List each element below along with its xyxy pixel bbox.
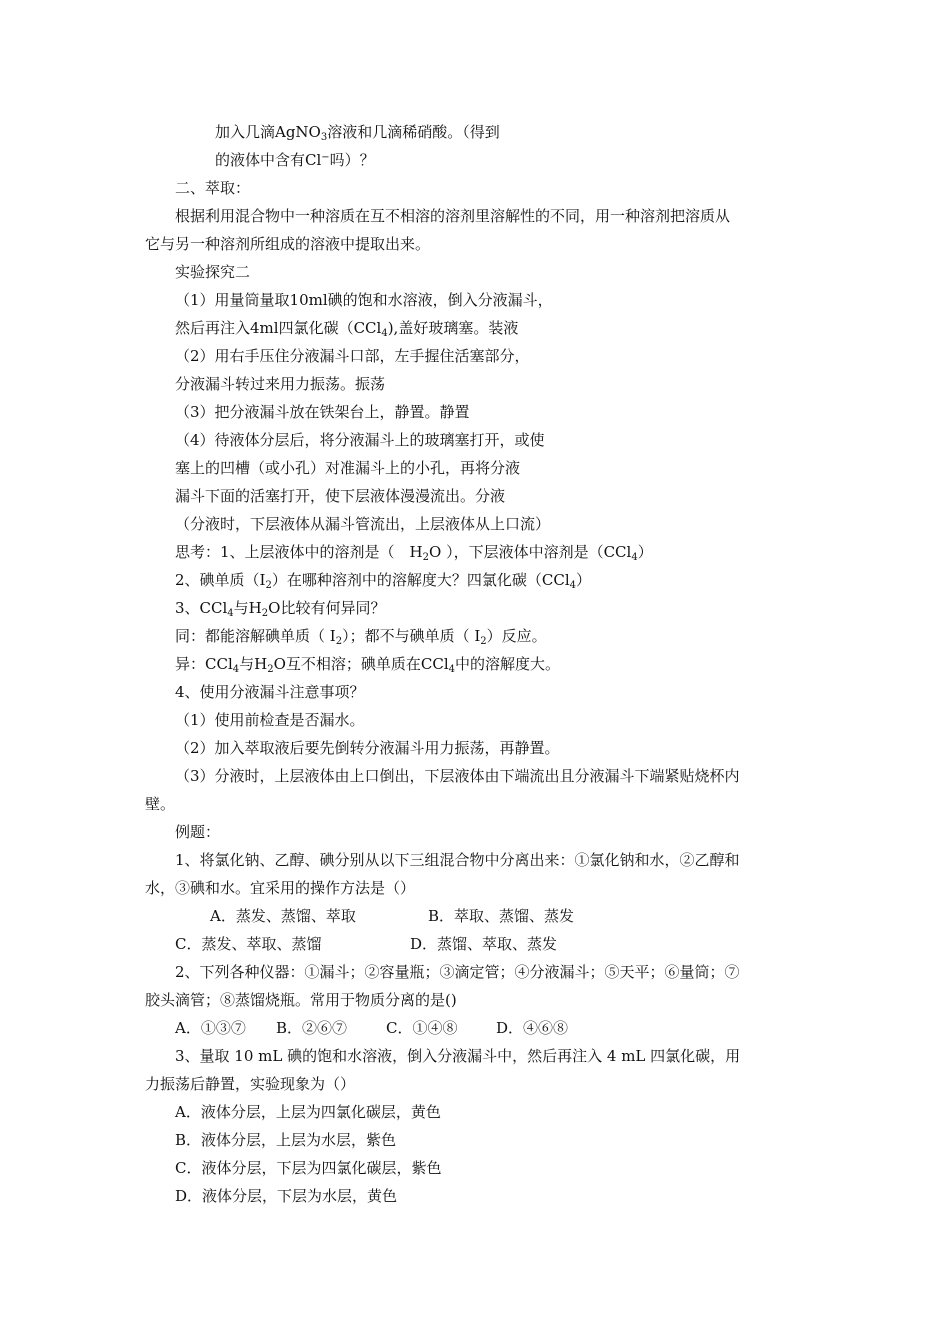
option-d: D．④⑥⑧ xyxy=(496,1019,569,1037)
option-b: B．②⑥⑦ xyxy=(276,1019,348,1037)
text-line: 的液体中含有Cl−吗）？ xyxy=(215,151,375,169)
option-a: A．蒸发、蒸馏、萃取 xyxy=(210,907,356,925)
step-line: （1）用量筒量取10ml碘的饱和水溶液，倒入分液漏斗， xyxy=(175,291,553,309)
note-line: （2）加入萃取液后要先倒转分液漏斗用力振荡，再静置。 xyxy=(175,739,560,757)
option-d: D．液体分层，下层为水层，黄色 xyxy=(175,1187,398,1205)
example-question: 3、量取 10 mL 碘的饱和水溶液，倒入分液漏斗中，然后再注入 4 mL 四氯化碳，用 xyxy=(175,1047,741,1065)
step-line: （4）待液体分层后，将分液漏斗上的玻璃塞打开，或使 xyxy=(175,431,545,449)
question-line: 思考：1、上层液体中的溶剂是（ $H_2O$ ），下层液体中溶剂是（CCl$_4$） xyxy=(175,543,653,563)
example-heading: 例题： xyxy=(175,823,221,841)
question-line: 3、CCl$_4$与$H_2O$比较有何异同？ xyxy=(175,599,386,619)
step-line: （2）用右手压住分液漏斗口部，左手握住活塞部分， xyxy=(175,347,530,365)
step-line: 然后再注入4ml四氯化碳（CCl$_4$),盖好玻璃塞。装液 xyxy=(175,319,519,339)
step-line: 漏斗下面的活塞打开，使下层液体漫漫流出。分液 xyxy=(175,487,506,505)
section-heading: 二、萃取： xyxy=(175,179,251,197)
step-line: （3）把分液漏斗放在铁架台上，静置。静置 xyxy=(175,403,470,421)
paragraph-line: 它与另一种溶剂所组成的溶液中提取出来。 xyxy=(145,235,431,253)
subsection-heading: 实验探究二 xyxy=(175,263,251,281)
option-b: B．液体分层，上层为水层，紫色 xyxy=(175,1131,397,1149)
option-d: D．蒸馏、萃取、蒸发 xyxy=(410,935,558,953)
question-line: 4、使用分液漏斗注意事项？ xyxy=(175,683,365,701)
paragraph-line: 根据利用混合物中一种溶质在互不相溶的溶剂里溶解性的不同，用一种溶剂把溶质从 xyxy=(175,207,731,225)
answer-line: 同：都能溶解碘单质（ $I_2$）；都不与碘单质（ $I_2$）反应。 xyxy=(175,627,547,647)
option-c: C．液体分层，下层为四氯化碳层，紫色 xyxy=(175,1159,442,1177)
option-b: B．萃取、蒸馏、蒸发 xyxy=(428,907,575,925)
step-line: 分液漏斗转过来用力振荡。振荡 xyxy=(175,375,386,393)
option-c: C．蒸发、萃取、蒸馏 xyxy=(175,935,322,953)
note-line: （1）使用前检查是否漏水。 xyxy=(175,711,365,729)
example-question: 2、下列各种仪器：①漏斗；②容量瓶；③滴定管；④分液漏斗；⑤天平；⑥量筒；⑦ xyxy=(175,963,740,981)
example-question: 1、将氯化钠、乙醇、碘分别从以下三组混合物中分离出来：①氯化钠和水，②乙醇和 xyxy=(175,851,740,869)
question-line: 2、碘单质$(I_2)$在哪种溶剂中的溶解度大？四氯化碳（CCl$_4$） xyxy=(175,571,592,591)
note-line: （3）分液时，上层液体由上口倒出，下层液体由下端流出且分液漏斗下端紧贴烧杯内 xyxy=(175,767,740,785)
option-a: A．液体分层，上层为四氯化碳层，黄色 xyxy=(175,1103,441,1121)
answer-line: 异：CCl$_4$与$H_2O$互不相溶；碘单质在CCl$_4$中的溶解度大。 xyxy=(175,655,561,675)
step-line: 塞上的凹槽（或小孔）对准漏斗上的小孔，再将分液 xyxy=(175,459,521,477)
note-line: 壁。 xyxy=(145,795,176,813)
text-line: 加入几滴AgNO$_3$溶液和几滴稀硝酸。（得到 xyxy=(215,123,500,143)
example-question: 力振荡后静置，实验现象为（） xyxy=(145,1075,356,1093)
step-note: （分液时，下层液体从漏斗管流出，上层液体从上口流） xyxy=(175,515,551,533)
option-a: A．①③⑦ xyxy=(175,1019,246,1037)
example-question: 胶头滴管；⑧蒸馏烧瓶。常用于物质分离的是() xyxy=(145,991,457,1009)
example-question: 水，③碘和水。宜采用的操作方法是（） xyxy=(145,879,416,897)
option-c: C．①④⑧ xyxy=(386,1019,458,1037)
